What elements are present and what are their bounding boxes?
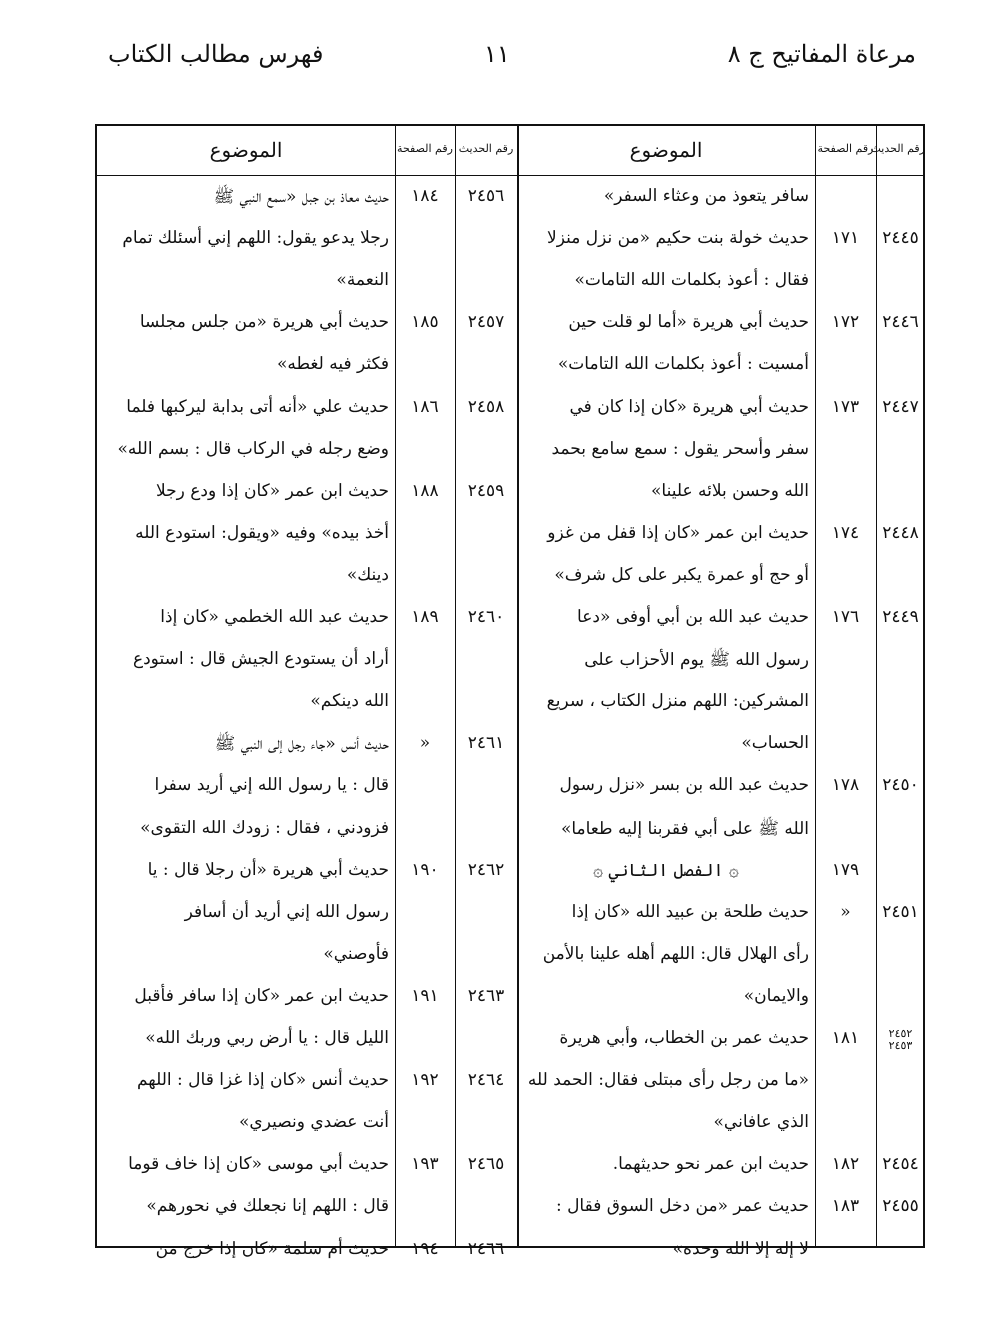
topic-line: أنت عضدي ونصيري»: [239, 1112, 389, 1133]
topic-line: أمسيت : أعوذ بكلمات الله التامات»: [557, 354, 809, 375]
topic-line: وضع رجله في الركاب قال : بسم الله»: [117, 438, 389, 459]
section-heading: ۞ الفصل الثاني ۞: [593, 860, 739, 881]
hadith-number: ٢٤٥٩: [467, 480, 505, 501]
topic-line: الله وحسن بلائه علينا»: [650, 480, 809, 501]
topic-line: حديث أبي هريرة «كان إذا كان في: [569, 396, 809, 417]
topic-line: حديث عمر «من دخل السوق فقال :: [555, 1196, 809, 1217]
page-number-cell: ١٧٢: [831, 312, 860, 333]
topic-line: الحساب»: [741, 733, 809, 754]
page-number-cell: ١٨٨: [411, 480, 439, 501]
hadith-number: ٢٤٤٦: [882, 312, 919, 333]
header-rule: [97, 175, 923, 176]
hadith-number: ٢٤٤٩: [882, 607, 919, 627]
topic-line: فقال : أعوذ بكلمات الله التامات»: [574, 270, 809, 291]
hadith-number: ٢٤٤٥: [882, 228, 919, 249]
running-header-title: مرعاة المفاتيح ج ٨: [727, 40, 916, 68]
hadith-number: ٢٤٦٤: [467, 1070, 505, 1091]
col-header-hadith-left: رقم الحديث: [458, 142, 514, 155]
topic-line: المشركين: اللهم منزل الكتاب ، سريع: [546, 691, 809, 712]
topic-line: سفر وأسحر يقول : سمع سامع بحمد: [551, 438, 809, 459]
topic-line: حديث أبي هريرة «من جلس مجلسا: [139, 312, 389, 333]
index-table: [95, 124, 925, 1259]
topic-line: «ما من رجل رأى مبتلى فقال: الحمد لله: [527, 1070, 809, 1091]
hadith-number: ٢٤٥٠: [882, 775, 919, 796]
page-number-cell: ١٩٣: [411, 1154, 439, 1175]
topic-line: قال : يا رسول الله إني أريد سفرا: [154, 775, 389, 796]
topic-line: حديث عبد الله بن أبي أوفى «دعا: [577, 607, 809, 627]
topic-line: رسول الله ﷺ يوم الأحزاب على: [584, 650, 809, 671]
hadith-number: ٢٤٦٣: [467, 985, 505, 1006]
topic-line: حديث أبي هريرة «أن رجلا قال : يا: [147, 859, 389, 880]
topic-line: والايمان»: [743, 985, 809, 1006]
page-number-cell: ١٩٠: [411, 859, 439, 880]
topic-line: حديث معاذ بن جبل «سمع النبي ﷺ: [213, 187, 389, 207]
page-number-cell: «: [419, 733, 431, 754]
page-number-cell: ١٧١: [831, 228, 860, 249]
topic-line: حديث عبد الله بن بسر «نزل رسول: [559, 775, 809, 796]
hadith-number: ٢٤٦٢: [467, 859, 505, 880]
hadith-number: ٢٤٤٨: [882, 522, 919, 543]
hadith-number: ٢٤٦٦: [467, 1238, 505, 1259]
topic-line: حديث أبي موسى «كان إذا خاف قوما: [128, 1154, 389, 1175]
hadith-number: ٢٤٦١: [467, 733, 505, 754]
topic-line: حديث ابن عمر «كان إذا سافر فأقبل: [134, 985, 389, 1006]
rule: [876, 126, 877, 1246]
topic-line: حديث علي «أنه أتى بدابة ليركبها فلما: [126, 396, 389, 417]
page-number-cell: ١٧٤: [831, 522, 860, 543]
topic-line: قال : اللهم إنا نجعلك في نحورهم»: [146, 1196, 389, 1217]
hadith-number: ٢٤٥١: [882, 901, 919, 922]
topic-line: النعمة»: [336, 270, 389, 291]
topic-line: رجلا يدعو يقول: اللهم إني أسئلك تمام: [122, 228, 389, 249]
topic-line: الله ﷺ على أبي فقربنا إليه طعاما»: [560, 818, 809, 839]
topic-line: أراد أن يستودع الجيش قال : استودع: [132, 649, 389, 670]
col-header-topic-right: الموضوع: [629, 138, 703, 162]
topic-line: حديث ابن عمر نحو حديثهما.: [612, 1154, 809, 1175]
topic-line: سافر يتعوذ من وعثاء السفر»: [603, 186, 809, 206]
hadith-number: ٢٤٥٤: [882, 1154, 919, 1175]
topic-line: لا إله إلا الله وحده»: [672, 1238, 809, 1259]
topic-line: أو حج أو عمرة يكبر على كل شرف»: [554, 564, 809, 585]
topic-line: فأوصني»: [323, 943, 389, 964]
topic-line: الله دينكم»: [310, 691, 389, 712]
col-header-page-right: رقم الصفحة: [817, 142, 874, 155]
topic-line: حديث أنس «جاء رجل إلى النبي ﷺ: [214, 734, 389, 755]
topic-line: أخذ بيده» وفيه «ويقول: استودع الله: [135, 522, 389, 543]
page-number-cell: ١٨٦: [411, 396, 439, 417]
hadith-number: ٢٤٦٥: [467, 1154, 505, 1175]
page-number-cell: ١٨٣: [831, 1196, 860, 1217]
hadith-number: ٢٤٥٦: [467, 186, 505, 206]
page-number-cell: ١٧٣: [831, 396, 860, 417]
topic-line: حديث أم سلمة «كان إذا خرج من: [155, 1238, 389, 1259]
page-number-cell: ١٧٨: [831, 775, 860, 796]
col-header-topic-left: الموضوع: [209, 138, 283, 162]
topic-line: رأى الهلال قال: اللهم أهله علينا بالأمن: [542, 943, 809, 964]
topic-line: فزودني ، فقال : زودك الله التقوى»: [140, 817, 389, 838]
page-number-cell: ١٧٦: [831, 607, 860, 627]
page-number-cell: ١٩٢: [411, 1070, 439, 1091]
hadith-number: ٢٤٤٧: [882, 396, 919, 417]
page-number-cell: ١٧٩: [831, 859, 860, 880]
page-number-cell: «: [840, 901, 851, 922]
topic-line: حديث أبي هريرة «أما لو قلت حين: [568, 312, 809, 333]
hadith-number: ٢٤٦٠: [467, 607, 505, 627]
hadith-number: ٢٤٥٢ ٢٤٥٣: [888, 1027, 913, 1052]
page-number-cell: ١٩٤: [411, 1238, 439, 1259]
topic-line: دينك»: [346, 564, 389, 585]
topic-line: فكثر فيه لغطه»: [276, 354, 389, 375]
page-number-cell: ١٩١: [411, 985, 439, 1006]
hadith-number: ٢٤٥٧: [467, 312, 505, 333]
topic-line: حديث ابن عمر «كان إذا ودع رجلا: [156, 480, 389, 501]
hadith-number: ٢٤٥٨: [467, 396, 505, 417]
topic-line: حديث عبد الله الخطمي «كان إذا: [160, 607, 389, 627]
topic-line: حديث خولة بنت حكيم «من نزل منزلا: [547, 228, 809, 249]
topic-line: حديث عمر بن الخطاب، وأبي هريرة: [559, 1028, 809, 1048]
col-header-hadith-right: رقم الحديث: [870, 142, 925, 155]
topic-line: حديث طلحة بن عبيد الله «كان إذا: [571, 901, 809, 922]
col-header-page-left: رقم الصفحة: [397, 142, 453, 155]
topic-line: حديث أنس «كان إذا غزا قال : اللهم: [136, 1070, 389, 1091]
rule: [815, 126, 816, 1246]
running-header-section: فهرس مطالب الكتاب: [108, 40, 324, 68]
page-number-cell: ١٨٤: [411, 186, 439, 206]
topic-line: الذي عافاني»: [713, 1112, 809, 1133]
page-number-cell: ١٨١: [831, 1028, 860, 1048]
topic-line: حديث ابن عمر «كان إذا قفل من غزو: [547, 522, 809, 543]
topic-line: الليل قال : يا أرض ربي وربك الله»: [145, 1028, 389, 1048]
page-number-cell: ١٨٥: [411, 312, 439, 333]
page-number-cell: ١٨٩: [411, 607, 439, 627]
page-number: ١١: [484, 40, 510, 68]
hadith-number: ٢٤٥٥: [882, 1196, 919, 1217]
page-number-cell: ١٨٢: [831, 1154, 860, 1175]
topic-line: رسول الله إني أريد أن أسافر: [184, 901, 389, 922]
